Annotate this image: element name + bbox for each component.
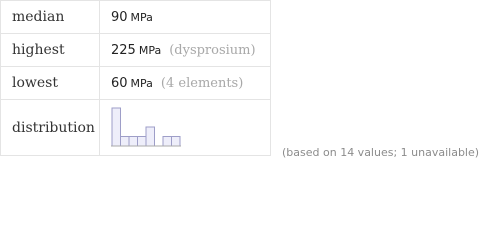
row-distribution: [1, 100, 271, 156]
median-label: median: [1, 1, 100, 34]
median-value: 90: [111, 10, 128, 25]
distribution-histogram: [111, 106, 191, 150]
histogram-bar-2: [121, 136, 130, 146]
statistics-table: [0, 0, 271, 156]
median-unit: MPa: [130, 11, 153, 24]
lowest-label: lowest: [1, 67, 100, 100]
lowest-value-cell: [100, 67, 271, 100]
lowest-unit: MPa: [130, 77, 153, 90]
distribution-cell: [100, 100, 271, 156]
histogram-bar-4: [138, 136, 147, 146]
highest-note: (dysprosium): [169, 43, 256, 58]
row-lowest: [1, 67, 271, 100]
highest-unit: MPa: [138, 44, 162, 57]
highest-value: 225: [111, 43, 136, 58]
histogram-bar-7: [163, 136, 172, 146]
highest-value-cell: [100, 34, 271, 67]
footnote: (based on 14 values; 1 unavailable): [282, 146, 480, 159]
histogram-bar-8: [172, 136, 181, 146]
histogram-bar-5: [146, 127, 155, 146]
row-median: [1, 1, 271, 34]
histogram-bar-1: [112, 108, 121, 146]
lowest-value: 60: [111, 76, 128, 91]
histogram-bar-3: [129, 136, 138, 146]
distribution-label: distribution: [1, 100, 100, 156]
lowest-note: (4 elements): [160, 76, 244, 91]
highest-label: highest: [1, 34, 100, 67]
median-value-cell: [100, 1, 271, 34]
row-highest: [1, 34, 271, 67]
